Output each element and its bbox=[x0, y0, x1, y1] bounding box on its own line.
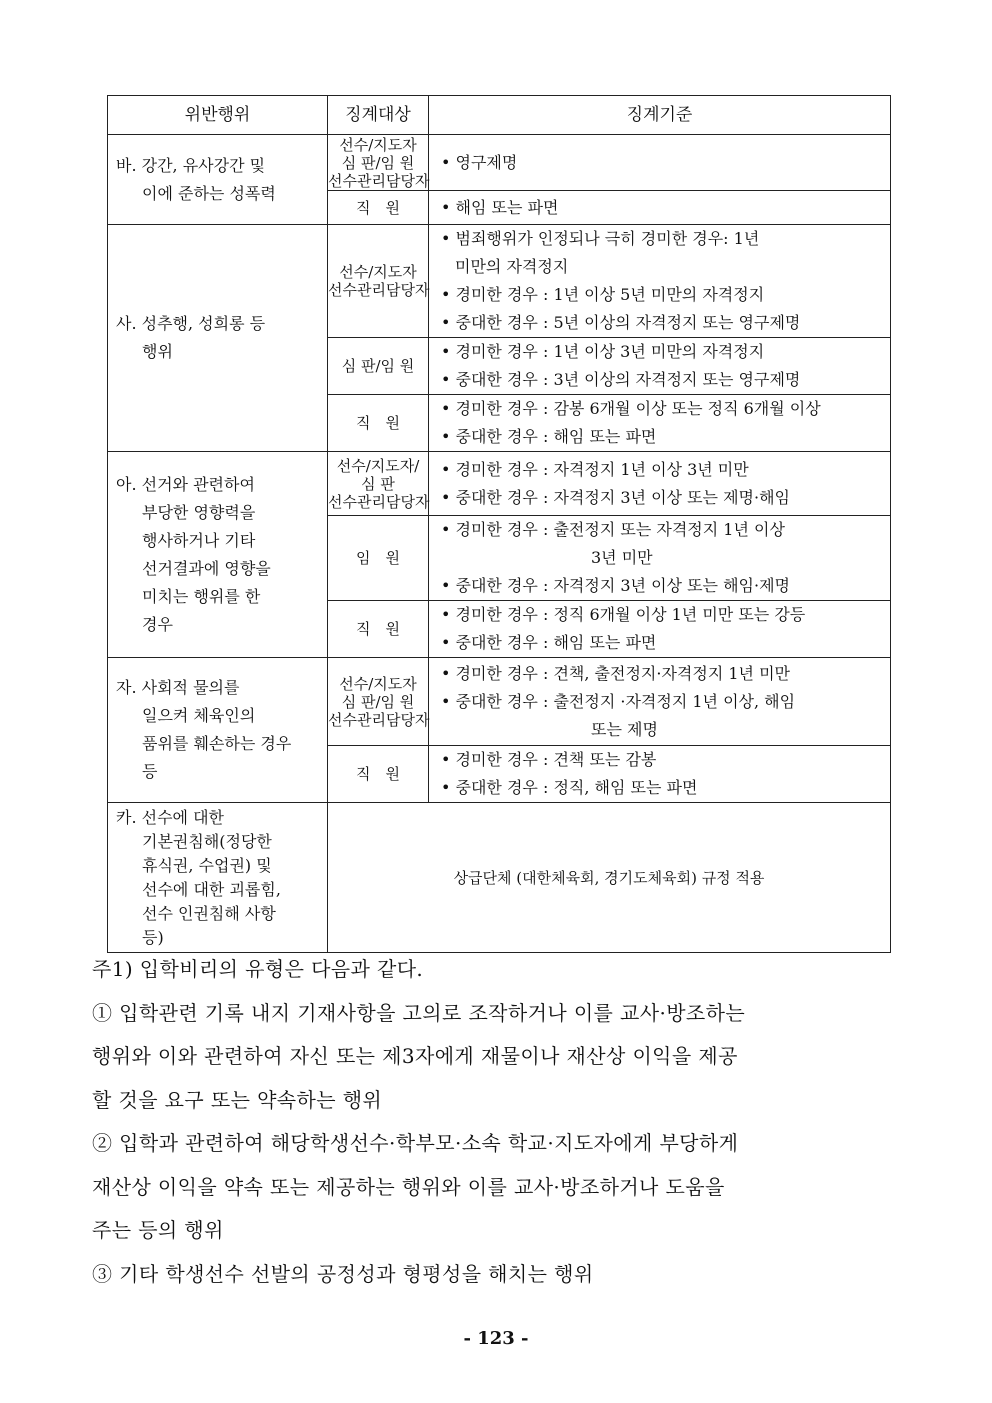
table-row bbox=[108, 225, 891, 338]
target-text: 직 원 bbox=[356, 414, 400, 432]
violation-text: 선거결과에 영향을 bbox=[142, 558, 271, 578]
note-line: 행위와 이와 관련하여 자신 또는 제3자에게 재물이나 재산상 이익을 제공 bbox=[92, 1044, 738, 1068]
note-line: ① 입학관련 기록 내지 기재사항을 고의로 조작하거나 이를 교사·방조하는 bbox=[92, 1000, 746, 1025]
note-line: 주는 등의 행위 bbox=[92, 1218, 224, 1242]
target-text: 심 판/임 원 bbox=[341, 692, 415, 711]
violation-text: 등) bbox=[142, 927, 164, 947]
violation-cell bbox=[108, 803, 328, 953]
table-row bbox=[108, 135, 891, 191]
criteria-text: • 중대한 경우 : 해임 또는 파면 bbox=[441, 633, 657, 652]
criteria-cell bbox=[429, 135, 891, 191]
violation-text: 바. 강간, 유사강간 및 bbox=[116, 155, 266, 175]
header-target: 징계대상 bbox=[328, 96, 429, 135]
target-cell bbox=[328, 395, 429, 452]
target-cell bbox=[328, 746, 429, 803]
target-cell bbox=[328, 338, 429, 395]
note-line: ③ 기타 학생선수 선발의 공정성과 형평성을 해치는 행위 bbox=[92, 1261, 594, 1286]
note-line: ② 입학과 관련하여 해당학생선수·학부모·소속 학교·지도자에게 부당하게 bbox=[92, 1131, 739, 1155]
violation-text: 카. 선수에 대한 bbox=[116, 807, 224, 827]
note-line: 주1) 입학비리의 유형은 다음과 같다. bbox=[92, 957, 424, 981]
criteria-text: • 중대한 경우 : 정직, 해임 또는 파면 bbox=[441, 778, 698, 797]
note-line: 할 것을 요구 또는 약속하는 행위 bbox=[92, 1087, 383, 1112]
criteria-text: • 영구제명 bbox=[441, 152, 518, 172]
target-cell bbox=[328, 516, 429, 601]
criteria-cell bbox=[429, 746, 891, 803]
merged-criteria-cell: 상급단체 (대한체육회, 경기도체육회) 규정 적용 bbox=[328, 803, 891, 953]
target-text: 임 원 bbox=[356, 549, 400, 567]
criteria-text: 미만의 자격정지 bbox=[455, 257, 569, 276]
violation-cell bbox=[108, 658, 328, 803]
violation-text: 휴식권, 수업권) 및 bbox=[142, 855, 272, 875]
criteria-text: • 경미한 경우 : 감봉 6개월 이상 또는 정직 6개월 이상 bbox=[441, 399, 821, 418]
criteria-text: 또는 제명 bbox=[591, 719, 658, 739]
target-text: 심 판 bbox=[361, 474, 395, 493]
violation-text: 경우 bbox=[142, 614, 173, 634]
criteria-cell bbox=[429, 658, 891, 746]
note-line: 재산상 이익을 약속 또는 제공하는 행위와 이를 교사·방조하거나 도움을 bbox=[92, 1174, 725, 1199]
target-text: 심 판/임 원 bbox=[341, 153, 415, 172]
criteria-text: • 중대한 경우 : 자격정지 3년 이상 또는 제명·해임 bbox=[441, 487, 790, 507]
table-row bbox=[108, 452, 891, 516]
criteria-text: 3년 미만 bbox=[591, 548, 653, 567]
violation-text: 이에 준하는 성폭력 bbox=[142, 183, 276, 203]
target-text: 선수관리담당자 bbox=[328, 492, 430, 511]
criteria-cell bbox=[429, 225, 891, 338]
violation-text: 기본권침해(정당한 bbox=[142, 831, 272, 851]
target-cell bbox=[328, 658, 429, 746]
criteria-text: • 경미한 경우 : 자격정지 1년 이상 3년 미만 bbox=[441, 459, 749, 479]
page-number: - 123 - bbox=[463, 1328, 529, 1349]
violation-text: 일으켜 체육인의 bbox=[142, 706, 256, 725]
target-text: 직 원 bbox=[356, 620, 400, 638]
table-row bbox=[108, 658, 891, 746]
violation-cell bbox=[108, 452, 328, 658]
target-cell bbox=[328, 135, 429, 191]
table-row bbox=[108, 803, 891, 953]
target-text: 선수관리담당자 bbox=[328, 281, 430, 299]
violation-text: 자. 사회적 물의를 bbox=[116, 678, 240, 697]
target-text: 선수관리담당자 bbox=[328, 710, 430, 729]
criteria-cell bbox=[429, 191, 891, 225]
notes-section bbox=[92, 948, 902, 1296]
criteria-cell bbox=[429, 516, 891, 601]
criteria-text: • 해임 또는 파면 bbox=[441, 197, 559, 217]
violation-text: 품위를 훼손하는 경우 bbox=[142, 734, 292, 753]
criteria-cell bbox=[429, 452, 891, 516]
discipline-standards-table bbox=[107, 95, 891, 953]
target-cell bbox=[328, 452, 429, 516]
violation-text: 선수 인권침해 사항 bbox=[142, 903, 276, 923]
criteria-text: • 경미한 경우 : 견책, 출전정지·자격정지 1년 미만 bbox=[441, 663, 790, 683]
target-text: 선수/지도자 bbox=[339, 135, 417, 154]
target-text: 직 원 bbox=[356, 765, 400, 783]
violation-text: 등 bbox=[142, 762, 158, 781]
criteria-cell bbox=[429, 395, 891, 452]
criteria-text: • 경미한 경우 : 정직 6개월 이상 1년 미만 또는 강등 bbox=[441, 605, 806, 624]
criteria-cell bbox=[429, 338, 891, 395]
criteria-cell bbox=[429, 601, 891, 658]
violation-text: 아. 선거와 관련하여 bbox=[116, 474, 255, 494]
header-criteria: 징계기준 bbox=[429, 96, 891, 135]
violation-text: 행위 bbox=[142, 342, 173, 361]
criteria-text: • 경미한 경우 : 출전정지 또는 자격정지 1년 이상 bbox=[441, 520, 785, 539]
violation-cell bbox=[108, 135, 328, 225]
table-header-row bbox=[108, 96, 891, 135]
criteria-text: • 중대한 경우 : 출전정지 ·자격정지 1년 이상, 해임 bbox=[441, 691, 796, 711]
violation-text: 부당한 영향력을 bbox=[142, 502, 256, 522]
violation-text: 행사하거나 기타 bbox=[142, 530, 256, 550]
criteria-text: • 경미한 경우 : 견책 또는 감봉 bbox=[441, 750, 657, 769]
target-cell bbox=[328, 225, 429, 338]
target-text: 선수관리담당자 bbox=[328, 171, 430, 190]
criteria-text: • 중대한 경우 : 3년 이상의 자격정지 또는 영구제명 bbox=[441, 370, 801, 389]
target-text: 선수/지도자/ bbox=[336, 456, 420, 475]
violation-text: 선수에 대한 괴롭힘, bbox=[142, 879, 281, 899]
criteria-text: • 중대한 경우 : 해임 또는 파면 bbox=[441, 427, 657, 446]
criteria-text: • 중대한 경우 : 5년 이상의 자격정지 또는 영구제명 bbox=[441, 313, 801, 332]
target-cell bbox=[328, 191, 429, 225]
violation-cell bbox=[108, 225, 328, 452]
target-text: 선수/지도자 bbox=[339, 263, 417, 281]
target-text: 심 판/임 원 bbox=[341, 357, 415, 375]
criteria-text: • 범죄행위가 인정되나 극히 경미한 경우: 1년 bbox=[441, 229, 760, 248]
criteria-text: • 경미한 경우 : 1년 이상 5년 미만의 자격정지 bbox=[441, 285, 765, 304]
criteria-text: • 경미한 경우 : 1년 이상 3년 미만의 자격정지 bbox=[441, 342, 765, 361]
target-text: 선수/지도자 bbox=[339, 674, 417, 693]
violation-text: 미치는 행위를 한 bbox=[142, 586, 261, 606]
target-text: 직 원 bbox=[356, 198, 400, 217]
violation-text: 사. 성추행, 성희롱 등 bbox=[116, 314, 266, 333]
target-cell bbox=[328, 601, 429, 658]
header-violation: 위반행위 bbox=[108, 96, 328, 135]
criteria-text: • 중대한 경우 : 자격정지 3년 이상 또는 해임·제명 bbox=[441, 576, 790, 595]
